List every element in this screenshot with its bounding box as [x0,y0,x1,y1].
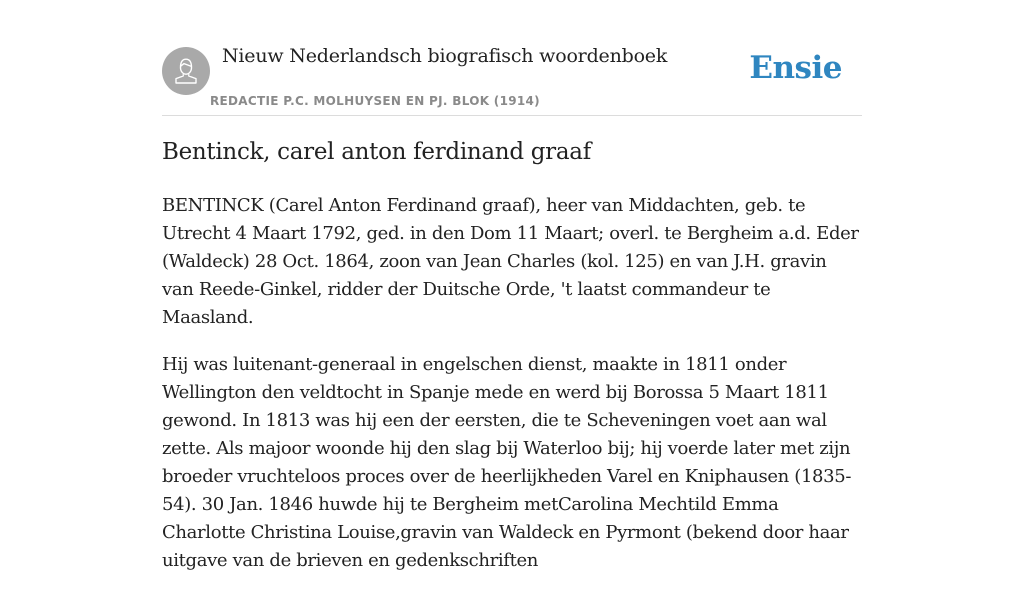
article-title: Bentinck, carel anton ferdinand graaf [162,139,591,165]
source-avatar[interactable] [162,47,210,95]
article-page [162,0,862,571]
source-title[interactable]: Nieuw Nederlandsch biografisch woordenboek [222,45,668,67]
user-icon [162,47,210,95]
source-header [162,0,862,116]
article-paragraph: Hij was luitenant-generaal in engelschen dienst, maakte in 1811 onder Wellington den veldtocht in Spanje mede en werd bij Borossa 5 Maart 1811 gewond. In 1813 was hij een der eersten, die te Scheveningen voet aan wal zette. Als majoor woonde hij den slag bij Waterloo bij; hij voerde later met zijn broeder vruchteloos proces over de heerlijkheden Varel en Kniphausen (1835-54). 30 Jan. 1846 huwde hij te Bergheim metCarolina Mechtild Emma Charlotte Christina Louise,gravin van Waldeck en Pyrmont (bekend door haar uitgave van de brieven en gedenkschriften [162,354,852,571]
article-paragraph: BENTINCK (Carel Anton Ferdinand graaf), heer van Middachten, geb. te Utrecht 4 Maart 1792, ged. in den Dom 11 Maart; overl. te Bergheim a.d. Eder (Waldeck) 28 Oct. 1864, zoon van Jean Charles (kol. 125) en van J.H. gravin van Reede-Ginkel, ridder der Duitsche Orde, 't laatst commandeur te Maasland. [162,195,859,328]
source-editors: REDACTIE P.C. MOLHUYSEN EN PJ. BLOK (1914) [210,94,540,108]
article-body [162,192,862,594]
brand-logo[interactable]: Ensie [749,50,842,86]
